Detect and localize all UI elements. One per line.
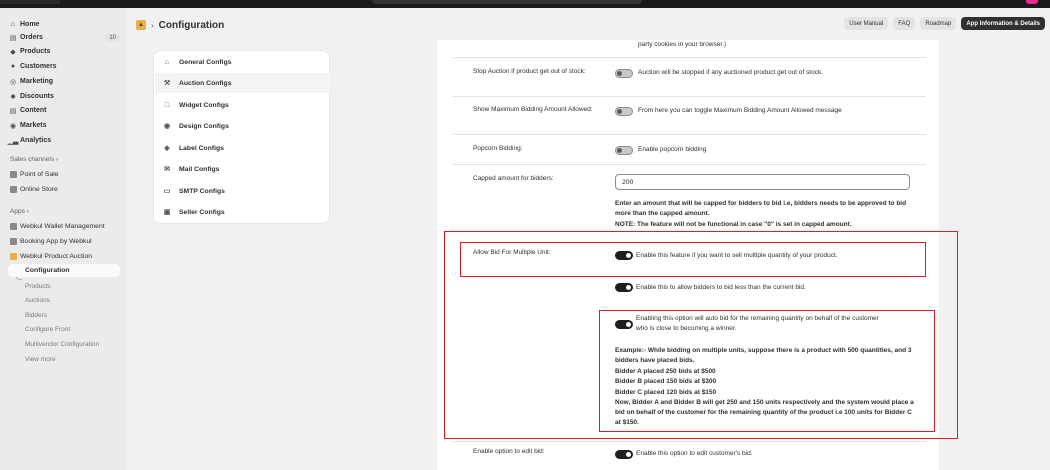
- less-bid-desc: Enable this to allow bidders to bid less than the current bid.: [636, 284, 806, 291]
- nav-label: Analytics: [20, 137, 52, 144]
- nav-label: Products: [20, 48, 51, 55]
- edit-bid-toggle[interactable]: [615, 450, 633, 459]
- nav-products[interactable]: [6, 45, 120, 58]
- chevron-right-icon: ›: [151, 20, 154, 30]
- config-smtp[interactable]: [155, 181, 330, 201]
- nav-customers[interactable]: [6, 60, 120, 73]
- nav-label: Customers: [20, 63, 57, 70]
- stop-auction-label: Stop Auction if product get out of stock:: [473, 68, 586, 75]
- sidebar-sub-bidders[interactable]: Bidders: [25, 312, 48, 319]
- app-info-button[interactable]: App Information & Details: [961, 17, 1045, 30]
- multi-unit-label: Allow Bid For Multiple Unit:: [473, 249, 551, 256]
- section-label: Apps: [10, 208, 25, 215]
- auto-bid-desc: Enabling this option will auto bid for the remaining quantity on behalf of the customer who is close to becoming a winner.: [636, 315, 879, 332]
- config-label: Design Configs: [179, 122, 229, 130]
- section-label: Sales channels: [10, 156, 55, 163]
- divider: [453, 96, 926, 97]
- multi-unit-desc: Enable this feature if you want to sell multiple quantity of your product.: [636, 252, 838, 259]
- sidebar-sub-products[interactable]: Products: [25, 283, 51, 290]
- config-seller[interactable]: [155, 202, 330, 222]
- smtp-icon: ▭: [163, 188, 171, 195]
- sales-channels-heading[interactable]: Sales channels ›: [10, 156, 59, 163]
- hammer-icon: ⚒: [163, 80, 171, 87]
- config-label-configs[interactable]: [155, 138, 330, 158]
- tag-icon: ◆: [10, 48, 16, 56]
- channel-online-store[interactable]: [6, 183, 120, 196]
- channel-label: Online Store: [20, 186, 58, 193]
- app-label: Configuration: [25, 267, 70, 274]
- capped-warning: NOTE: The feature will not be functional in case "0" is set in capped amount.: [615, 221, 852, 228]
- apps-heading[interactable]: Apps ›: [10, 208, 29, 215]
- store-logo[interactable]: [0, 0, 60, 4]
- show-max-desc: From here you can toggle Maximum Bidding Amount Allowed message: [638, 107, 842, 114]
- seller-icon: ▣: [163, 209, 171, 216]
- home-icon: ⌂: [164, 58, 170, 66]
- app-product-auction[interactable]: [6, 250, 120, 263]
- config-label: SMTP Configs: [179, 187, 225, 195]
- config-label: General Configs: [179, 58, 232, 66]
- nav-markets[interactable]: [6, 119, 120, 132]
- label-icon: ◈: [164, 145, 170, 152]
- sidebar-sub-auctions[interactable]: Auctions: [25, 297, 50, 304]
- discount-icon: ✹: [10, 93, 16, 101]
- example-intro: Example:- While bidding on multiple units, suppose there is a product with 500 quantities, and 3 bidders have placed bids.: [615, 347, 912, 364]
- stop-auction-desc: Auction will be stopped if any auctioned product get out of stock.: [638, 69, 824, 76]
- top-bar: [0, 0, 1050, 8]
- nav-home[interactable]: [6, 18, 120, 31]
- show-max-toggle[interactable]: [615, 107, 633, 116]
- nav-marketing[interactable]: [6, 75, 120, 88]
- nav-content[interactable]: [6, 104, 120, 117]
- config-label: Auction Configs: [179, 79, 232, 87]
- popcorn-desc: Enable popcorn bidding: [638, 146, 707, 153]
- search-bar[interactable]: [372, 0, 642, 4]
- example-bidder-a: Bidder A placed 250 bids at $500: [615, 368, 716, 375]
- example-result: Now, Bidder A and Bidder B will get 250 and 150 units respectively and the system would place a bid on behalf of the customer for the remaining quantity of the product i.e 100 units for Bidder C at $150.: [615, 399, 914, 426]
- sidebar-sub-view-more[interactable]: View more: [25, 356, 56, 363]
- config-mail[interactable]: [155, 159, 330, 179]
- globe-icon: ◉: [9, 122, 17, 130]
- config-menu: [153, 50, 330, 224]
- nav-label: Content: [20, 107, 47, 114]
- nav-orders[interactable]: [6, 31, 120, 44]
- nav-label: Marketing: [20, 78, 54, 85]
- highlight-box-auto-bid: [599, 310, 935, 432]
- app-label: Webkul Product Auction: [20, 253, 93, 260]
- config-widget[interactable]: [155, 95, 330, 115]
- nav-analytics[interactable]: [6, 134, 120, 147]
- divider: [453, 441, 926, 442]
- popcorn-toggle[interactable]: [615, 146, 633, 155]
- config-label: Label Configs: [179, 144, 224, 152]
- example-bidder-b: Bidder B placed 150 bids at $300: [615, 378, 717, 385]
- nav-label: Home: [20, 21, 40, 28]
- header-actions: [844, 17, 1045, 30]
- example-bidder-c: Bidder C placed 120 bids at $150: [615, 389, 717, 396]
- app-label: Webkul Wallet Management: [20, 223, 105, 230]
- config-label: Widget Configs: [179, 101, 229, 109]
- config-general[interactable]: [155, 52, 330, 72]
- nav-label: Markets: [20, 122, 47, 129]
- target-icon: ◎: [9, 78, 17, 86]
- breadcrumb: [136, 18, 224, 32]
- divider: [453, 57, 926, 58]
- app-icon: [6, 238, 20, 245]
- sidebar-item-configuration[interactable]: [8, 264, 120, 277]
- sidebar: [0, 8, 126, 470]
- channel-label: Point of Sale: [20, 171, 59, 178]
- edit-bid-desc: Enable this option to edit customer's bid.: [636, 450, 753, 457]
- config-auction[interactable]: [155, 73, 330, 93]
- auction-app-icon[interactable]: ▲: [136, 20, 146, 30]
- app-label: Booking App by Webkul: [20, 238, 92, 245]
- cookie-note-fragment: party cookies in your browser.): [638, 41, 727, 48]
- highlight-box-multi-unit: [460, 242, 926, 277]
- nav-label: Discounts: [20, 93, 54, 100]
- channel-point-of-sale[interactable]: [6, 168, 120, 181]
- chart-icon: ▁▃: [7, 137, 19, 145]
- store-icon: [6, 186, 20, 193]
- divider: [453, 134, 926, 135]
- roadmap-button[interactable]: Roadmap: [920, 17, 956, 30]
- avatar[interactable]: [1026, 0, 1038, 4]
- capped-note: Enter an amount that will be capped for bidders to bid i.e, bidders needs to be approved to bid more than the capped amount.: [615, 200, 907, 217]
- orders-icon: ▤: [9, 34, 17, 42]
- capped-label: Capped amount for bidders:: [473, 175, 554, 182]
- stop-auction-toggle[interactable]: [615, 69, 633, 78]
- nav-label: Orders: [20, 34, 43, 41]
- pos-icon: [6, 171, 20, 178]
- popcorn-label: Popcorn Bidding:: [473, 145, 523, 152]
- nav-discounts[interactable]: [6, 90, 120, 103]
- widget-icon: □: [164, 101, 170, 109]
- mail-icon: ✉: [164, 166, 170, 173]
- faq-button[interactable]: FAQ: [893, 17, 915, 30]
- home-icon: ⌂: [10, 21, 16, 28]
- config-design[interactable]: [155, 116, 330, 136]
- app-wallet-management[interactable]: [6, 220, 120, 233]
- config-label: Seller Configs: [179, 208, 225, 216]
- capped-amount-input[interactable]: 200: [615, 174, 910, 190]
- divider: [453, 164, 926, 165]
- app-icon: [6, 223, 20, 230]
- sidebar-sub-multivendor[interactable]: Multivendor Configuration: [25, 341, 100, 348]
- eye-icon: ◉: [163, 123, 171, 130]
- config-label: Mail Configs: [179, 165, 220, 173]
- orders-count-badge: 10: [105, 34, 120, 42]
- app-booking[interactable]: [6, 235, 120, 248]
- user-manual-button[interactable]: User Manual: [844, 17, 888, 30]
- sidebar-sub-configure-front[interactable]: Configure Front: [25, 326, 71, 333]
- show-max-label: Show Maximum Bidding Amount Allowed:: [473, 106, 593, 113]
- page-title: Configuration: [158, 19, 225, 31]
- person-icon: ●: [10, 63, 16, 70]
- edit-bid-label: Enable option to edit bid:: [473, 448, 545, 455]
- app-icon: [6, 253, 20, 260]
- content-icon: ▤: [9, 107, 17, 115]
